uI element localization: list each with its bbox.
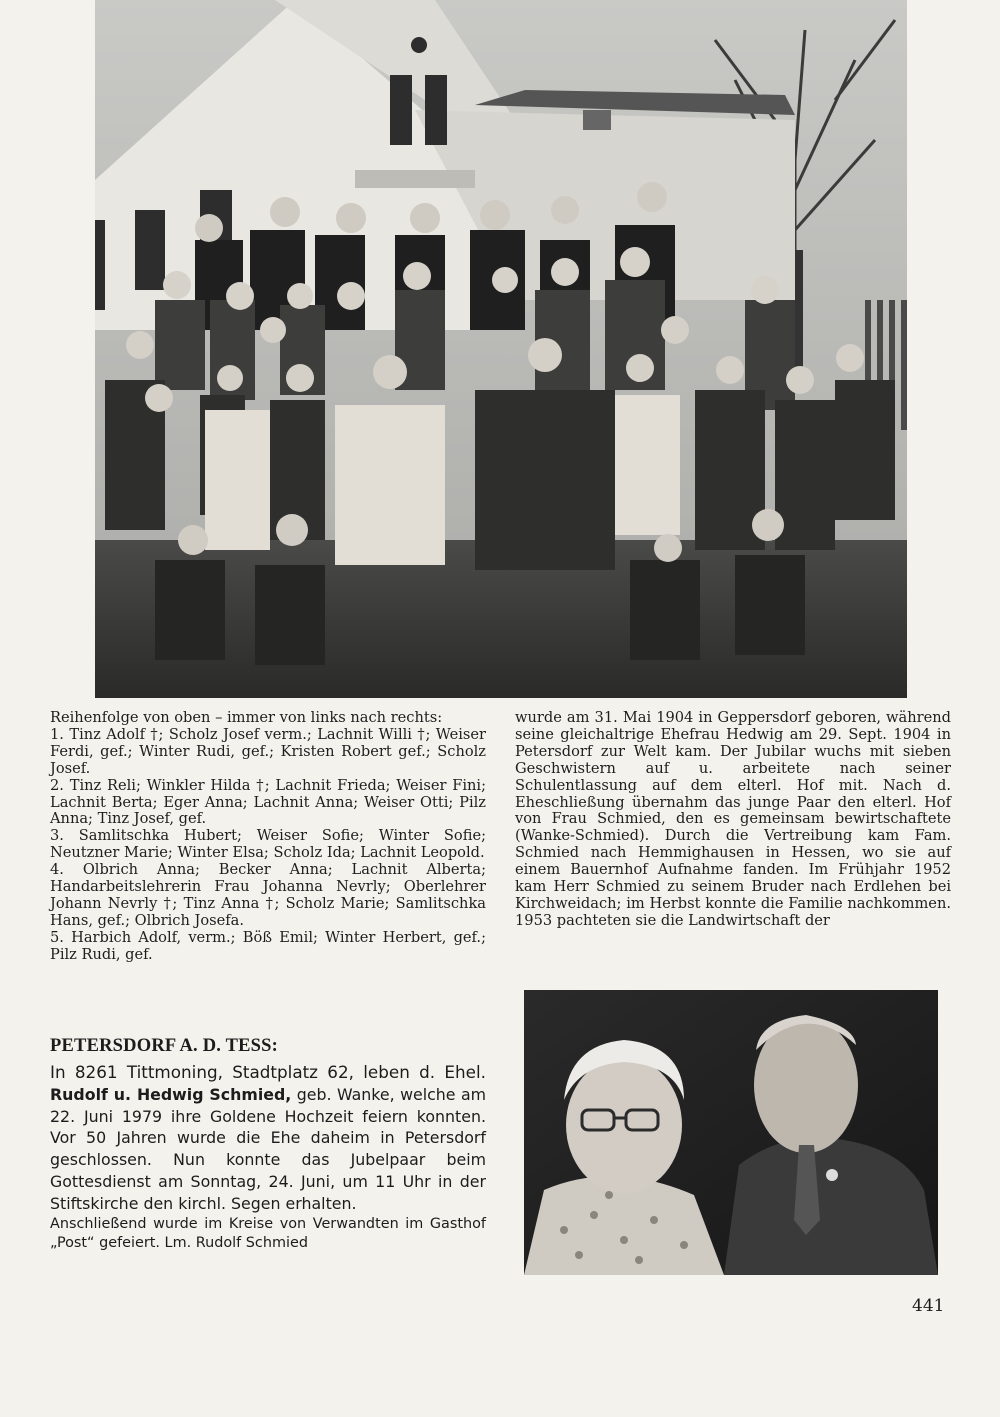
article-continuation: wurde am 31. Mai 1904 in Geppersdorf geboren, während seine gleichaltrige Ehefrau Hedwig am 29. Sept. 1904 in Petersdorf zur Welt kam. Der Jubilar wuchs mit sieben Geschwistern auf u. arbeitete nach seiner Schulentlassung auf dem elterl. Hof mit. Nach d. Eheschließung übernahm das junge Paar den elterl. Hof von Frau Schmied, den es gemeinsam bewirtschaftete (Wanke-Schmied). Durch die Vertreibung kam Fam. Schmied nach Hemmighausen in Hessen, wo sie auf einem Bauernhof Aufnahme fanden. Im Frühjahr 1952 kam Herr Schmied zu seinem Bruder nach Erdlehen bei Kirchweidach; im Herbst konnte die Familie nachkommen. 1953 pachteten sie die Landwirtschaft der [515, 709, 951, 929]
caption-row-4: 4. Olbrich Anna; Becker Anna; Lachnit Alberta; Handarbeitslehrerin Frau Johanna Nevrly; Oberlehrer Johann Nevrly †; Tinz Anna †; Scholz Marie; Samlitschka Hans, gef.; Olbrich Josefa. [50, 861, 486, 929]
article-text-main: geb. Wanke, welche am 22. Juni 1979 ihre Goldene Hochzeit feiern konnten. Vor 50 Jahren wurde die Ehe daheim in Petersdorf geschlossen. Nun konnte das Jubelpaar beim Gottesdienst am Sonntag, 24. Juni, um 11 Uhr in der Stiftskirche den kirchl. Segen erhalten. [50, 1084, 487, 1213]
couple-photo [524, 990, 938, 1275]
article-text-intro: In 8261 Tittmoning, Stadtplatz 62, leben d. Ehel. [50, 1062, 486, 1082]
caption-row-1: 1. Tinz Adolf †; Scholz Josef verm.; Lachnit Willi †; Weiser Ferdi, gef.; Winter Rudi, gef.; Kristen Robert gef.; Scholz Josef. [50, 725, 486, 777]
article-body [50, 1062, 486, 1253]
article-text-celebration: Anschließend wurde im Kreise von Verwandten im Gasthof „Post“ gefeiert. Lm. Rudolf Schmied [50, 1215, 486, 1251]
caption-row-5: 5. Harbich Adolf, verm.; Böß Emil; Winter Herbert, gef.; Pilz Rudi, gef. [50, 928, 486, 963]
class-photo [95, 0, 907, 698]
couple-names: Rudolf u. Hedwig Schmied, [50, 1084, 292, 1104]
photo-caption [50, 710, 486, 964]
caption-row-3: 3. Samlitschka Hubert; Weiser Sofie; Winter Sofie; Neutzner Marie; Winter Elsa; Scholz Ida; Lachnit Leopold. [50, 827, 486, 862]
section-heading: PETERSDORF A. D. TESS: [50, 1036, 278, 1056]
caption-intro: Reihenfolge von oben – immer von links nach rechts: [50, 709, 443, 726]
page-number: 441 [912, 1296, 945, 1316]
caption-row-2: 2. Tinz Reli; Winkler Hilda †; Lachnit Frieda; Weiser Fini; Lachnit Berta; Eger Anna; Lachnit Anna; Weiser Otti; Pilz Anna; Tinz Josef, gef. [50, 776, 486, 828]
